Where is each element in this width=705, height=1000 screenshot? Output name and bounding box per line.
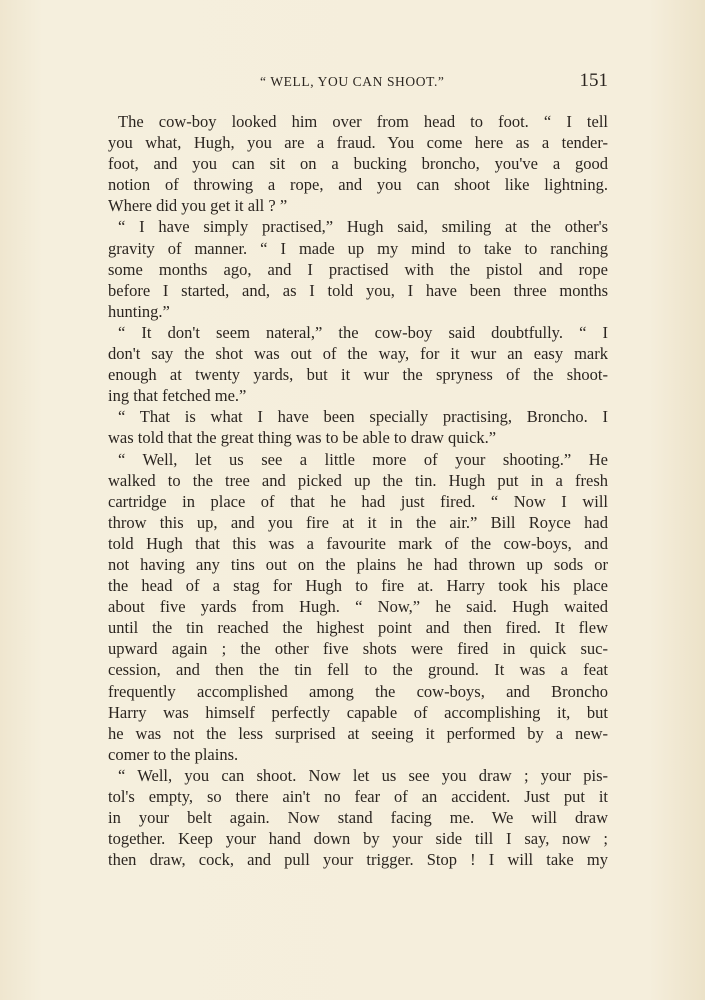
text-line: gravity of manner. “ I made up my mind to take to ranching (108, 238, 608, 258)
text-line: The cow-boy looked him over from head to foot. “ I tell (118, 112, 608, 131)
page-number: 151 (579, 70, 608, 91)
text-line: cession, and then the tin fell to the ground. It was a feat (108, 660, 608, 680)
text-line: comer to the plains. (108, 744, 239, 764)
text-line: some months ago, and I practised with the pistol and rope (108, 259, 608, 279)
text-line: told Hugh that this was a favourite mark of the cow-boys, and (108, 533, 608, 553)
text-line: ing that fetched me.” (108, 386, 247, 406)
text-line: frequently accomplished among the cow-boys, and Broncho (108, 681, 608, 701)
text-line: throw this up, and you fire at it in the air.” Bill Royce had (108, 512, 608, 532)
text-line: cartridge in place of that he had just fired. “ Now I will (108, 491, 608, 511)
text-line: “ It don't seem nateral,” the cow-boy said doubtfully. “ I (118, 322, 608, 342)
text-line: upward again ; the other five shots were fired in quick suc- (108, 639, 608, 659)
text-line: tol's empty, so there ain't no fear of an accident. Just put it (108, 787, 608, 806)
text-line: Where did you get it all ? ” (108, 196, 288, 216)
text-line: until the tin reached the highest point and then fired. It flew (108, 618, 608, 638)
text-line: notion of throwing a rope, and you can shoot like lightning. (108, 175, 608, 195)
text-line: before I started, and, as I told you, I have been three months (108, 280, 608, 300)
text-line: “ Well, let us see a little more of your shooting.” He (118, 449, 608, 469)
text-line: foot, and you can sit on a bucking broncho, you've a good (108, 154, 608, 174)
text-line: “ That is what I have been specially practising, Broncho. I (118, 407, 608, 427)
text-line: “ I have simply practised,” Hugh said, smiling at the other's (118, 217, 608, 237)
text-line: was told that the great thing was to be able to draw quick.” (108, 428, 497, 448)
text-line: don't say the shot was out of the way, for it wur an easy mark (108, 344, 608, 364)
text-line: he was not the less surprised at seeing it performed by a new- (108, 723, 608, 743)
body-text (108, 111, 608, 870)
running-head: “ WELL, YOU CAN SHOOT.” (260, 74, 445, 89)
page-header (108, 70, 608, 102)
text-line: then draw, cock, and pull your trigger. Stop ! I will take my (108, 850, 608, 870)
text-line: the head of a stag for Hugh to fire at. Harry took his place (108, 576, 608, 596)
text-line: walked to the tree and picked up the tin. Hugh put in a fresh (108, 470, 608, 490)
text-line: in your belt again. Now stand facing me. We will draw (108, 808, 608, 828)
text-line: not having any tins out on the plains he had thrown up sods or (108, 554, 608, 574)
text-line: “ Well, you can shoot. Now let us see you draw ; your pis- (118, 765, 608, 785)
text-line: you what, Hugh, you are a fraud. You come here as a tender- (108, 133, 608, 153)
text-line: together. Keep your hand down by your side till I say, now ; (108, 829, 608, 849)
text-line: about five yards from Hugh. “ Now,” he said. Hugh waited (108, 597, 608, 617)
text-line: hunting.” (108, 301, 170, 321)
text-line: Harry was himself perfectly capable of accomplishing it, but (108, 702, 608, 722)
text-line: enough at twenty yards, but it wur the spryness of the shoot- (108, 365, 608, 385)
